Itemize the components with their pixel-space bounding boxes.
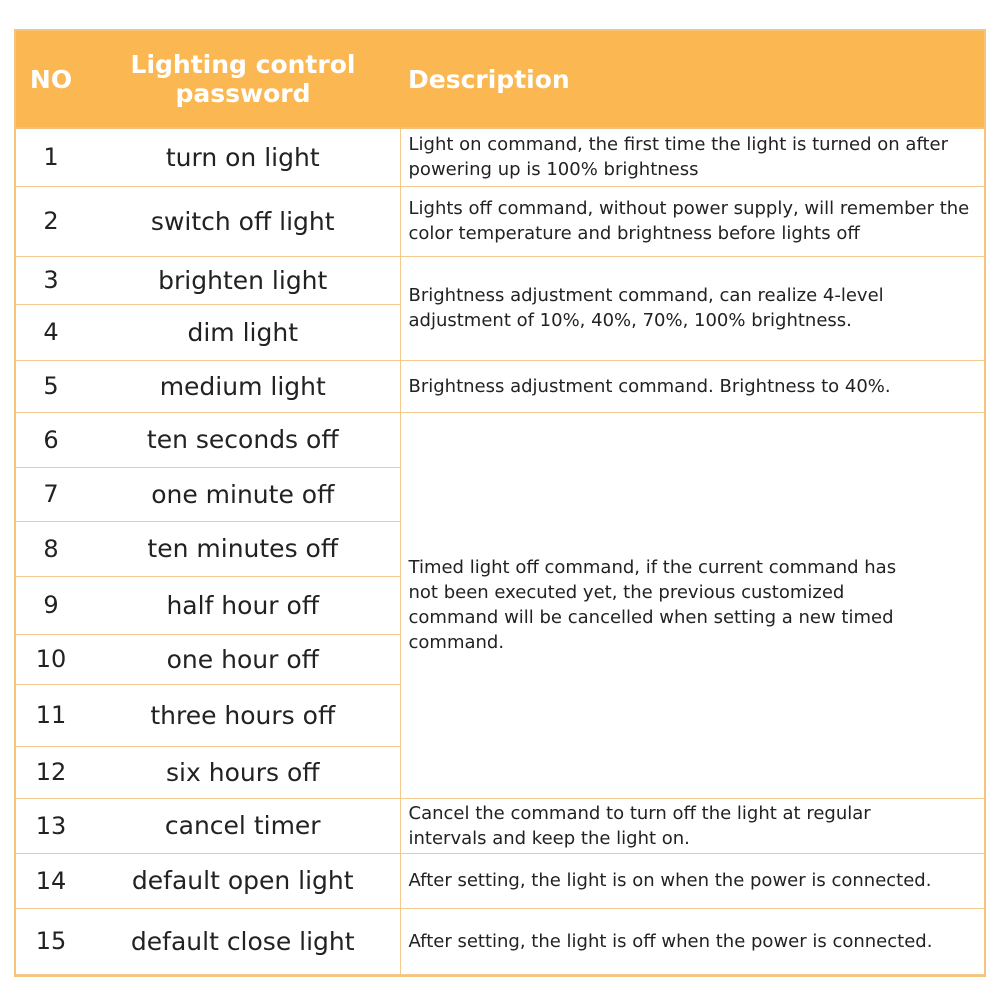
row-description: Cancel the command to turn off the light at regular intervals and keep the light on.	[400, 798, 984, 853]
row-description: Light on command, the first time the light is turned on after powering up is 100% brightness	[400, 128, 984, 186]
row-password: one hour off	[86, 634, 400, 684]
row-number: 3	[16, 256, 86, 304]
row-number: 14	[16, 853, 86, 908]
table-row	[16, 853, 984, 908]
row-number: 15	[16, 908, 86, 975]
table-header-row	[16, 31, 984, 128]
row-password: six hours off	[86, 746, 400, 798]
row-password: medium light	[86, 360, 400, 412]
table-row	[16, 412, 984, 467]
row-password: three hours off	[86, 684, 400, 746]
row-description: Timed light off command, if the current command has not been executed yet, the previous customized command will be cancelled when setting a new timed command.	[400, 412, 984, 798]
row-password: half hour off	[86, 576, 400, 634]
table-row	[16, 186, 984, 256]
table-row	[16, 360, 984, 412]
row-description: Brightness adjustment command, can realize 4-level adjustment of 10%, 40%, 70%, 100% brightness.	[400, 256, 984, 360]
row-password: ten minutes off	[86, 521, 400, 576]
row-number: 11	[16, 684, 86, 746]
row-description: Lights off command, without power supply, will remember the color temperature and brightness before lights off	[400, 186, 984, 256]
row-number: 4	[16, 304, 86, 360]
row-number: 8	[16, 521, 86, 576]
header-description: Description	[400, 31, 984, 128]
command-table	[16, 31, 984, 975]
row-password: default open light	[86, 853, 400, 908]
table-row	[16, 908, 984, 975]
row-password: brighten light	[86, 256, 400, 304]
row-description: After setting, the light is on when the power is connected.	[400, 853, 984, 908]
table-row	[16, 128, 984, 186]
table-row	[16, 256, 984, 304]
row-number: 2	[16, 186, 86, 256]
row-description: After setting, the light is off when the power is connected.	[400, 908, 984, 975]
row-description: Brightness adjustment command. Brightness to 40%.	[400, 360, 984, 412]
header-password	[86, 31, 400, 128]
row-number: 13	[16, 798, 86, 853]
row-password: default close light	[86, 908, 400, 975]
row-password: switch off light	[86, 186, 400, 256]
row-number: 10	[16, 634, 86, 684]
row-number: 12	[16, 746, 86, 798]
row-number: 6	[16, 412, 86, 467]
row-number: 7	[16, 467, 86, 521]
row-password: cancel timer	[86, 798, 400, 853]
header-password-label: Lighting control password	[130, 50, 356, 108]
command-table-frame	[14, 29, 986, 977]
row-number: 5	[16, 360, 86, 412]
row-password: dim light	[86, 304, 400, 360]
row-password: turn on light	[86, 128, 400, 186]
row-password: ten seconds off	[86, 412, 400, 467]
row-number: 9	[16, 576, 86, 634]
header-no: NO	[16, 31, 86, 128]
table-row	[16, 798, 984, 853]
row-password: one minute off	[86, 467, 400, 521]
row-number: 1	[16, 128, 86, 186]
